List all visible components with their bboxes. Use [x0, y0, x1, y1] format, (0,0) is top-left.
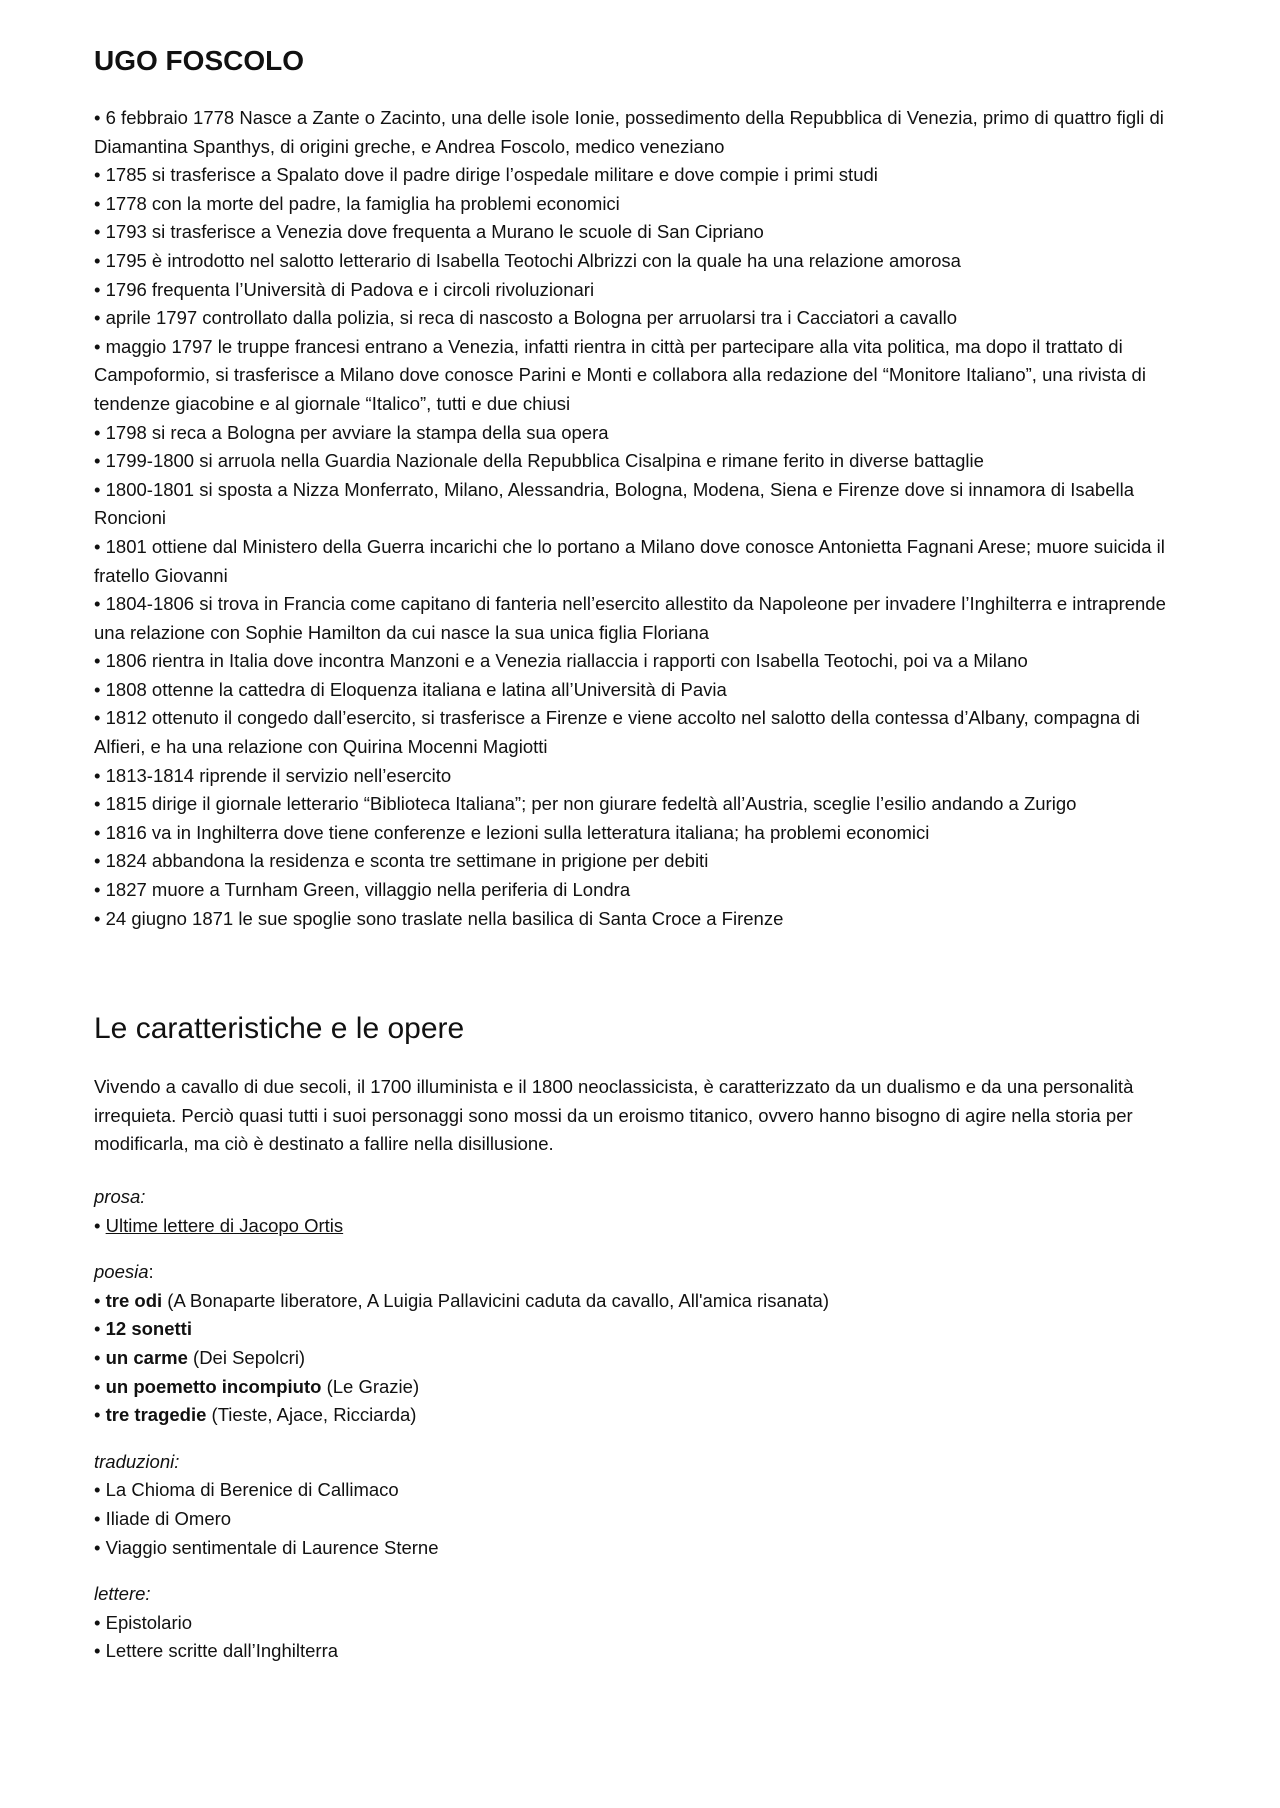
poesia-item-rest: (Tieste, Ajace, Ricciarda)	[206, 1404, 417, 1426]
lettere-label: lettere:	[94, 1583, 151, 1605]
prosa-group	[94, 1183, 1192, 1240]
bio-item: • 1816 va in Inghilterra dove tiene conferenze e lezioni sulla letteratura italiana; ha problemi economici	[94, 819, 1192, 848]
bio-item: • 1827 muore a Turnham Green, villaggio nella periferia di Londra	[94, 876, 1192, 905]
poesia-item	[94, 1373, 1192, 1402]
poesia-label-row	[94, 1258, 1192, 1287]
lettere-item: • Lettere scritte dall’Inghilterra	[94, 1637, 1192, 1666]
bio-item: • 1795 è introdotto nel salotto letterario di Isabella Teotochi Albrizzi con la quale ha una relazione amorosa	[94, 247, 1192, 276]
poesia-item-rest: (A Bonaparte liberatore, A Luigia Pallavicini caduta da cavallo, All'amica risanata)	[162, 1289, 829, 1311]
bio-item: • 1801 ottiene dal Ministero della Guerra incarichi che lo portano a Milano dove conosce Antonietta Fagnani Arese; muore suicida il fratello Giovanni	[94, 533, 1192, 590]
bio-item: • 24 giugno 1871 le sue spoglie sono traslate nella basilica di Santa Croce a Firenze	[94, 905, 1192, 934]
bio-item: • 1799-1800 si arruola nella Guardia Nazionale della Repubblica Cisalpina e rimane ferito in diverse battaglie	[94, 447, 1192, 476]
biography-list	[94, 104, 1192, 933]
bio-item: • 1793 si trasferisce a Venezia dove frequenta a Murano le scuole di San Cipriano	[94, 218, 1192, 247]
bio-item: • 1798 si reca a Bologna per avviare la stampa della sua opera	[94, 419, 1192, 448]
bio-item: • maggio 1797 le truppe francesi entrano a Venezia, infatti rientra in città per partecipare alla vita politica, ma dopo il trattato di Campoformio, si trasferisce a Milano dove conosce Parini e Monti e collabora alla redazione del “Monitore Italiano”, una rivista di tendenze giacobine e al giornale “Italico”, tutti e due chiusi	[94, 333, 1192, 419]
poesia-item-bold: un carme	[105, 1346, 188, 1368]
bio-item: • 1824 abbandona la residenza e sconta tre settimane in prigione per debiti	[94, 847, 1192, 876]
traduzioni-group	[94, 1448, 1192, 1562]
poesia-item-rest: (Dei Sepolcri)	[187, 1346, 306, 1368]
bio-item: • 1800-1801 si sposta a Nizza Monferrato, Milano, Alessandria, Bologna, Modena, Siena e Firenze dove si innamora di Isabella Roncioni	[94, 476, 1192, 533]
bio-item: • aprile 1797 controllato dalla polizia, si reca di nascosto a Bologna per arruolarsi tra i Cacciatori a cavallo	[94, 304, 1192, 333]
poesia-item	[94, 1287, 1192, 1316]
poesia-colon: :	[148, 1261, 154, 1283]
bio-item: • 1815 dirige il giornale letterario “Biblioteca Italiana”; per non giurare fedeltà all’Austria, sceglie l’esilio andando a Zurigo	[94, 790, 1192, 819]
section-heading: Le caratteristiche e le opere	[94, 1012, 465, 1046]
poesia-item-bold: un poemetto incompiuto	[105, 1375, 322, 1397]
bio-item: • 6 febbraio 1778 Nasce a Zante o Zacinto, una delle isole Ionie, possedimento della Repubblica di Venezia, primo di quattro figli di Diamantina Spanthys, di origini greche, e Andrea Foscolo, medico veneziano	[94, 104, 1192, 161]
bio-item: • 1808 ottenne la cattedra di Eloquenza italiana e latina all’Università di Pavia	[94, 676, 1192, 705]
poesia-item-bold: tre odi	[105, 1289, 163, 1311]
prosa-item	[94, 1212, 1192, 1241]
bio-item: • 1812 ottenuto il congedo dall’esercito, si trasferisce a Firenze e viene accolto nel salotto della contessa d’Albany, compagna di Alfieri, e ha una relazione con Quirina Mocenni Magiotti	[94, 704, 1192, 761]
traduzioni-item: • Viaggio sentimentale di Laurence Sterne	[94, 1534, 1192, 1563]
lettere-item: • Epistolario	[94, 1609, 1192, 1638]
traduzioni-item: • La Chioma di Berenice di Callimaco	[94, 1476, 1192, 1505]
poesia-item-bold: 12 sonetti	[105, 1318, 192, 1340]
page-title: UGO FOSCOLO	[94, 45, 304, 76]
bio-item: • 1778 con la morte del padre, la famiglia ha problemi economici	[94, 190, 1192, 219]
poesia-item-rest: (Le Grazie)	[321, 1375, 420, 1397]
bio-item: • 1796 frequenta l’Università di Padova e i circoli rivoluzionari	[94, 276, 1192, 305]
section-intro: Vivendo a cavallo di due secoli, il 1700 illuminista e il 1800 neoclassicista, è caratterizzato da un dualismo e da una personalità irrequieta. Perciò quasi tutti i suoi personaggi sono mossi da un eroismo titanico, ovvero hanno bisogno di agire nella storia per modificarla, ma ciò è destinato a fallire nella disillusione.	[94, 1076, 1134, 1155]
bio-item: • 1785 si trasferisce a Spalato dove il padre dirige l’ospedale militare e dove compie i primi studi	[94, 161, 1192, 190]
bio-item: • 1804-1806 si trova in Francia come capitano di fanteria nell’esercito allestito da Napoleone per invadere l’Inghilterra e intraprende una relazione con Sophie Hamilton da cui nasce la sua unica figlia Floriana	[94, 590, 1192, 647]
bio-item: • 1813-1814 riprende il servizio nell’esercito	[94, 762, 1192, 791]
poesia-item	[94, 1315, 1192, 1344]
poesia-label: poesia	[94, 1261, 149, 1283]
poesia-item	[94, 1401, 1192, 1430]
poesia-group	[94, 1258, 1192, 1430]
prosa-label: prosa:	[94, 1186, 146, 1207]
prosa-item-link[interactable]: Ultime lettere di Jacopo Ortis	[105, 1214, 344, 1236]
lettere-group	[94, 1580, 1192, 1666]
poesia-item-bold: tre tragedie	[105, 1404, 207, 1426]
traduzioni-item: • Iliade di Omero	[94, 1505, 1192, 1534]
traduzioni-label: traduzioni:	[94, 1450, 180, 1472]
poesia-item	[94, 1344, 1192, 1373]
bio-item: • 1806 rientra in Italia dove incontra Manzoni e a Venezia riallaccia i rapporti con Isabella Teotochi, poi va a Milano	[94, 647, 1192, 676]
